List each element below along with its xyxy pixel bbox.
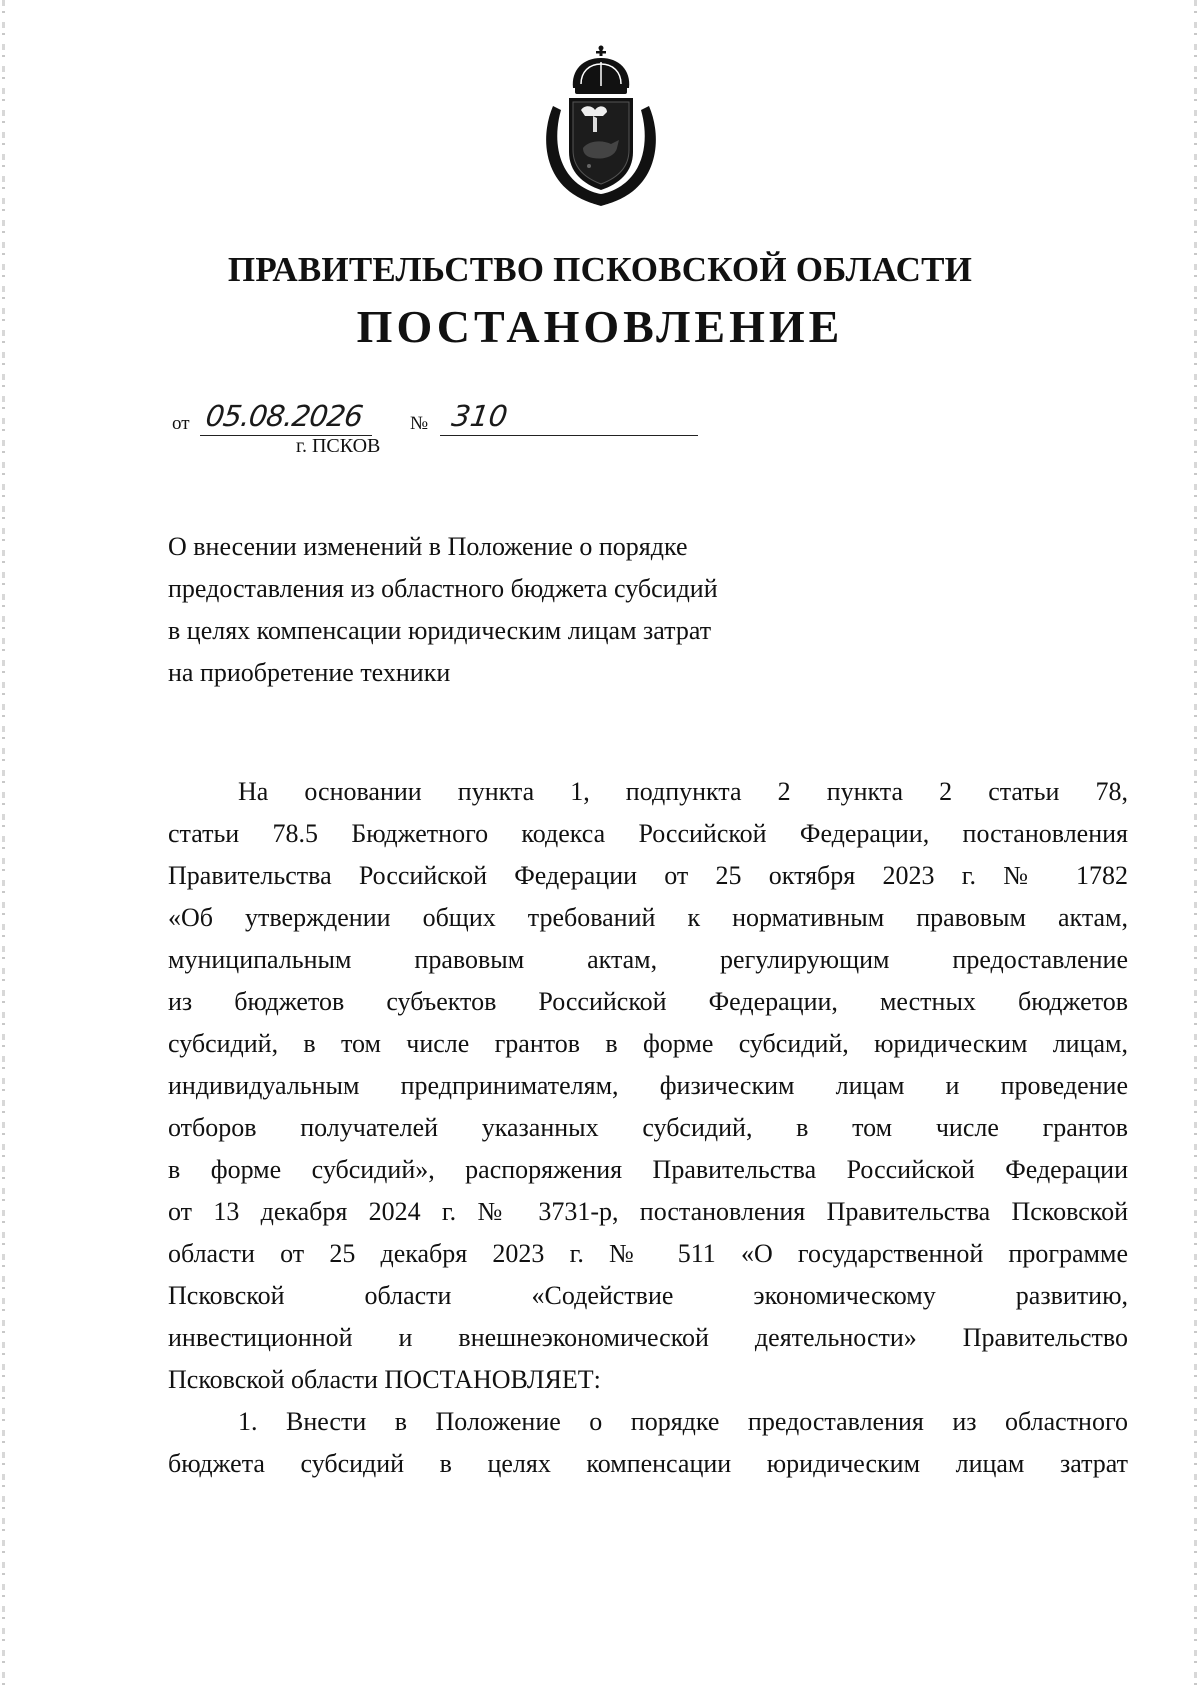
document-body (168, 771, 1128, 1485)
city-label: г. ПСКОВ (296, 435, 381, 457)
body-line: «Об утверждении общих требований к нормативным правовым актам, (168, 903, 1128, 932)
document-type-title: ПОСТАНОВЛЕНИЕ (356, 301, 844, 352)
body-line: субсидий, в том числе грантов в форме субсидий, юридическим лицам, (168, 1029, 1128, 1058)
body-line: инвестиционной и внешнеэкономической деятельности» Правительство (168, 1323, 1128, 1352)
body-line: Правительства Российской Федерации от 25 октября 2023 г. № 1782 (168, 861, 1128, 890)
body-line: 1. Внести в Положение о порядке предоставления из областного (238, 1407, 1128, 1436)
body-line: из бюджетов субъектов Российской Федерации, местных бюджетов (168, 987, 1128, 1016)
body-line: от 13 декабря 2024 г. № 3731-р, постановления Правительства Псковской (168, 1197, 1128, 1226)
body-line: отборов получателей указанных субсидий, в том числе грантов (168, 1113, 1128, 1142)
body-line: статьи 78.5 Бюджетного кодекса Российской Федерации, постановления (168, 819, 1128, 848)
number-underline (440, 435, 698, 436)
subject-line: на приобретение техники (168, 658, 451, 687)
coat-of-arms-emblem (533, 44, 669, 208)
body-line: Псковской области «Содействие экономическому развитию, (168, 1281, 1128, 1310)
body-line: муниципальным правовым актам, регулирующим предоставление (168, 945, 1128, 974)
handwritten-date: 05.08.2026 (203, 399, 365, 433)
document-subject (168, 526, 808, 694)
subject-line: в целях компенсации юридическим лицам затрат (168, 616, 712, 645)
body-line: индивидуальным предпринимателям, физическим лицам и проведение (168, 1071, 1128, 1100)
date-prefix: от (172, 413, 190, 434)
body-line: в форме субсидий», распоряжения Правительства Российской Федерации (168, 1155, 1128, 1184)
organization-title: ПРАВИТЕЛЬСТВО ПСКОВСКОЙ ОБЛАСТИ (227, 250, 973, 289)
subject-line: предоставления из областного бюджета субсидий (168, 574, 718, 603)
body-line: Псковской области ПОСТАНОВЛЯЕТ: (168, 1365, 601, 1394)
handwritten-number: 310 (449, 399, 510, 433)
subject-line: О внесении изменений в Положение о порядке (168, 532, 688, 561)
body-line: бюджета субсидий в целях компенсации юридическим лицам затрат (168, 1449, 1128, 1478)
body-line: области от 25 декабря 2023 г. № 511 «О государственной программе (168, 1239, 1128, 1268)
number-prefix: № (410, 413, 429, 434)
body-line: На основании пункта 1, подпункта 2 пункта 2 статьи 78, (238, 777, 1128, 806)
